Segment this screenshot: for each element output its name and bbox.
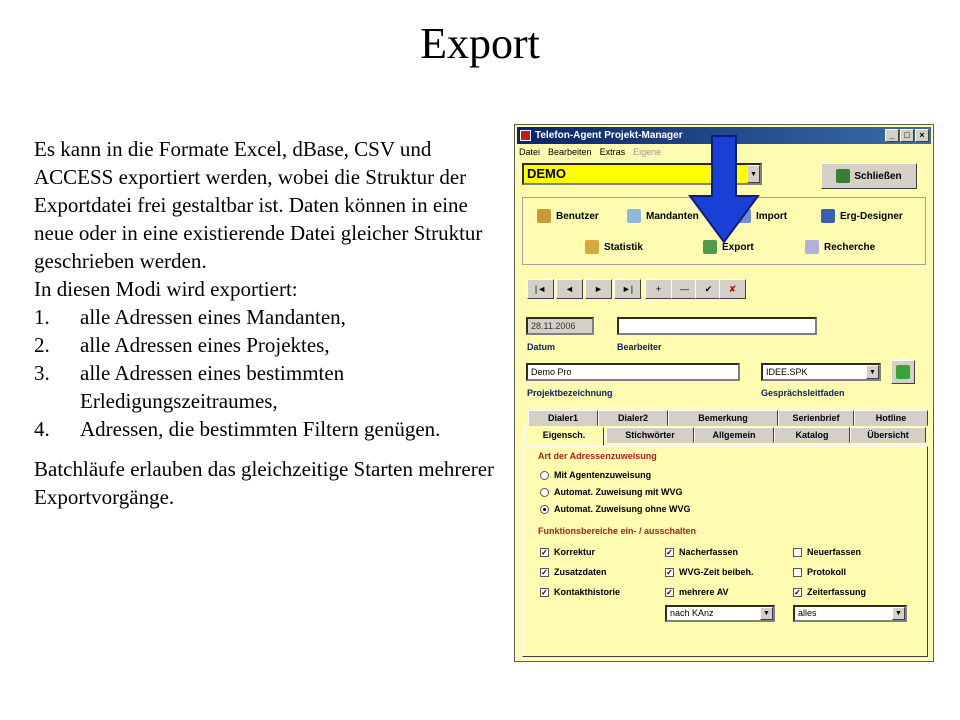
tab-stichwoerter[interactable]: Stichwörter: [606, 427, 694, 443]
tab-bemerkung[interactable]: Bemerkung: [668, 410, 778, 426]
close-app-button[interactable]: Schließen: [821, 163, 917, 189]
radio-ohne-wvg[interactable]: Automat. Zuweisung ohne WVG: [540, 504, 691, 514]
delete-record-button[interactable]: —: [671, 279, 698, 299]
first-record-button[interactable]: |◄: [527, 279, 554, 299]
search-icon: [805, 240, 819, 254]
projekt-field[interactable]: Demo Pro: [526, 363, 740, 381]
chevron-down-icon: ▼: [747, 165, 760, 183]
nav-benutzer[interactable]: Benutzer: [537, 209, 599, 223]
checkbox-unchecked: [793, 548, 802, 557]
nav-export[interactable]: Export: [703, 240, 754, 254]
door-exit-icon: [836, 169, 850, 183]
minimize-button[interactable]: _: [885, 129, 899, 142]
mandant-select[interactable]: DEMO ▼: [522, 163, 762, 185]
leitfaden-select[interactable]: IDEE.SPK ▼: [761, 363, 881, 381]
checkbox: ✓: [666, 587, 673, 597]
menu-bar: [519, 145, 661, 159]
last-record-button[interactable]: ►|: [614, 279, 641, 299]
check-zeiterfassung[interactable]: ✓ Zeiterfassung: [794, 587, 867, 597]
datum-field[interactable]: 28.11.2006: [526, 317, 594, 335]
modes-list: [34, 303, 496, 443]
next-record-button[interactable]: ►: [585, 279, 612, 299]
datum-label: Datum: [527, 342, 556, 352]
window-title: Telefon-Agent Projekt-Manager: [535, 130, 683, 141]
maximize-button[interactable]: □: [900, 129, 914, 142]
menu-datei[interactable]: Datei: [519, 147, 541, 157]
nav-statistik[interactable]: Statistik: [585, 240, 643, 254]
users-icon: [537, 209, 551, 223]
leitfaden-go-button[interactable]: [891, 360, 915, 384]
tab-hotline[interactable]: Hotline: [854, 410, 928, 426]
highlight-arrow-icon: [688, 134, 760, 244]
check-korrektur[interactable]: ✓ Korrektur: [541, 547, 596, 557]
tab-dialer1[interactable]: Dialer1: [528, 410, 598, 426]
projekt-label: Projektbezeichnung: [527, 388, 613, 398]
radio-button: [540, 471, 549, 480]
adresszuweisung-group-title: Art der Adressenzuweisung: [538, 451, 657, 461]
check-mehrere-av[interactable]: ✓ mehrere AV: [666, 587, 729, 597]
check-zusatzdaten[interactable]: ✓ Zusatzdaten: [541, 567, 607, 577]
nav-import[interactable]: Import: [737, 209, 787, 223]
menu-extras[interactable]: Extras: [599, 147, 626, 157]
checkbox: ✓: [666, 567, 673, 577]
previous-record-button[interactable]: ◄: [556, 279, 583, 299]
nav-recherche[interactable]: Recherche: [805, 240, 875, 254]
grid-icon: [627, 209, 641, 223]
check-protokoll[interactable]: Protokoll: [793, 567, 846, 577]
tab-allgemein[interactable]: Allgemein: [694, 427, 774, 443]
paragraph-formats: Es kann in die Formate Excel, dBase, CSV und ACCESS exportiert werden, wobei die Struktur der Exportdatei frei gestaltbar ist. Daten können in eine neue oder in eine existierende Datei gleicher Struktur geschrieben werden.: [34, 137, 483, 273]
checkbox: ✓: [541, 567, 548, 577]
slide-title: Export: [420, 19, 540, 68]
list-item: 3. alle Adressen eines bestimmten Erledigungszeitraumes,: [34, 361, 345, 413]
close-button[interactable]: ×: [915, 129, 929, 142]
property-tabs: [522, 407, 928, 657]
check-wvg-zeit[interactable]: ✓ WVG-Zeit beibeh.: [666, 567, 754, 577]
tab-eigenschaften[interactable]: Eigensch.: [524, 427, 604, 446]
list-item: 2. alle Adressen eines Projektes,: [34, 333, 330, 357]
green-arrow-down-icon: [896, 365, 910, 379]
check-neuerfassen[interactable]: Neuerfassen: [793, 547, 861, 557]
radio-mit-agentenzuweisung[interactable]: Mit Agentenzuweisung: [540, 470, 651, 480]
tab-serienbrief[interactable]: Serienbrief: [778, 410, 854, 426]
tab-katalog[interactable]: Katalog: [774, 427, 850, 443]
sort-select[interactable]: nach KAnz ▼: [665, 605, 775, 622]
leitfaden-label: Gesprächsleitfaden: [761, 388, 845, 398]
statistics-icon: [585, 240, 599, 254]
list-intro: In diesen Modi wird exportiert:: [34, 277, 298, 301]
checkbox: ✓: [666, 547, 673, 557]
radio-button-selected: [540, 505, 549, 514]
checkbox-unchecked: [793, 568, 802, 577]
nav-mandanten[interactable]: Mandanten: [627, 209, 699, 223]
nav-erg-designer[interactable]: Erg-Designer: [821, 209, 903, 223]
app-icon: [520, 130, 531, 141]
radio-button: [540, 488, 549, 497]
chevron-down-icon: ▼: [892, 607, 905, 620]
designer-icon: [821, 209, 835, 223]
check-kontakthistorie[interactable]: ✓ Kontakthistorie: [541, 587, 621, 597]
check-nacherfassen[interactable]: ✓ Nacherfassen: [666, 547, 739, 557]
save-record-button[interactable]: ✔: [695, 279, 722, 299]
checkbox: ✓: [541, 547, 548, 557]
menu-bearbeiten[interactable]: Bearbeiten: [548, 147, 592, 157]
paragraph-batch: Batchläufe erlauben das gleichzeitige Starten mehrerer Exportvorgänge.: [34, 457, 495, 509]
slide-text: [34, 135, 496, 511]
menu-eigene[interactable]: Eigene: [633, 147, 662, 157]
checkbox: ✓: [541, 587, 548, 597]
tab-uebersicht[interactable]: Übersicht: [850, 427, 926, 443]
funktionsbereiche-group-title: Funktionsbereiche ein- / ausschalten: [538, 526, 697, 536]
chevron-down-icon: ▼: [866, 365, 879, 379]
filter-select[interactable]: alles ▼: [793, 605, 907, 622]
checkbox: ✓: [794, 587, 801, 597]
tab-dialer2[interactable]: Dialer2: [598, 410, 668, 426]
add-record-button[interactable]: +: [645, 279, 672, 299]
tab-content-eigenschaften: [522, 446, 928, 657]
bearbeiter-label: Bearbeiter: [617, 342, 662, 352]
list-item: 4. Adressen, die bestimmten Filtern genügen.: [34, 417, 441, 441]
cancel-record-button[interactable]: ✘: [719, 279, 746, 299]
chevron-down-icon: ▼: [760, 607, 773, 620]
bearbeiter-field[interactable]: [617, 317, 817, 335]
list-item: 1. alle Adressen eines Mandanten,: [34, 305, 346, 329]
radio-mit-wvg[interactable]: Automat. Zuweisung mit WVG: [540, 487, 683, 497]
